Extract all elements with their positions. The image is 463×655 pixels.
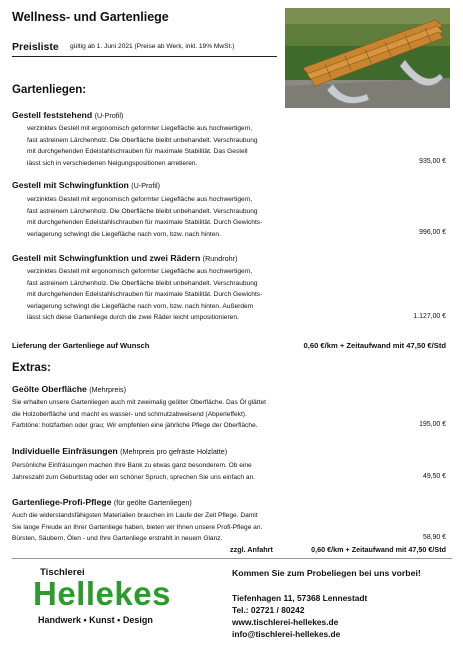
logo-prefix: Tischlerei — [40, 567, 85, 578]
description-line: Sie lange Freude an Ihrer Gartenliege haben, bieten wir Ihnen unsere Profi-Pflege an. — [12, 523, 263, 531]
extra-description — [12, 397, 432, 432]
description-line: verlagerung schwingt die Liegefläche nach vorn, bzw. nach hinten. — [27, 230, 221, 238]
extra-price: 195,00 € — [419, 421, 446, 428]
extra-subtitle: (für geölte Gartenliegen) — [113, 498, 192, 507]
description-line: Jahreszahl zum Geburtstag oder ein schöner Spruch, sprechen Sie uns einfach an. — [12, 473, 256, 481]
description-line: verzinktes Gestell mit ergonomisch geformter Liegefläche aus hochwertigem, — [27, 125, 253, 132]
product-photo — [285, 8, 450, 108]
extra-name: Geölte Oberfläche — [12, 384, 87, 394]
item-name: Gestell feststehend — [12, 110, 93, 120]
item-subtitle: (U-Profil) — [131, 181, 160, 190]
item-description — [27, 266, 262, 324]
item-heading — [12, 253, 237, 263]
page-title: Wellness- und Gartenliege — [12, 10, 169, 24]
description-line: fast astreinem Lärchenholz. Die Oberfläche bleibt unbehandelt. Verschraubung — [27, 136, 258, 144]
extra-heading — [12, 384, 126, 394]
extra-subtitle: (Mehrpreis pro gefräste Holzlatte) — [120, 447, 228, 456]
item-price: 1.127,00 € — [413, 313, 446, 320]
extra-name: Individuelle Einfräsungen — [12, 446, 118, 456]
item-price: 996,00 € — [419, 229, 446, 236]
description-line: Farbtöne: holzfarben oder grau; Wir empfehlen eine jährliche Pflege der Oberfläche. — [12, 422, 258, 429]
description-line: mit durchgehenden Edelstahlschrauben für maximale Stabilität. Durch Gewichts- — [27, 291, 263, 298]
contact-email-link[interactable]: info@tischlerei-hellekes.de — [232, 629, 341, 639]
description-line: mit durchgehenden Edelstahlschrauben für maximale Stabilität. Das Gestell — [27, 148, 248, 155]
extra-subtitle: (Mehrpreis) — [89, 385, 127, 394]
contact-phone: Tel.: 02721 / 80242 — [232, 605, 305, 615]
description-line: fast astreinem Lärchenholz. Die Oberfläche bleibt unbehandelt. Verschraubung — [27, 207, 258, 215]
item-subtitle: (U-Profil) — [94, 111, 124, 120]
extra-price: 49,50 € — [423, 473, 446, 480]
item-name: Gestell mit Schwingfunktion und zwei Rädern — [12, 253, 201, 263]
contact-headline: Kommen Sie zum Probeliegen bei uns vorbei! — [232, 568, 421, 578]
contact-address: Tiefenhagen 11, 57368 Lennestadt — [232, 593, 368, 603]
extra-description — [12, 460, 432, 483]
description-line: fast astreinem Lärchenholz. Die Oberfläche bleibt unbehandelt. Verschraubung — [27, 279, 258, 287]
anfahrt-price: 0,60 €/km + Zeitaufwand mit 47,50 €/Std — [311, 545, 446, 554]
description-line: lässt sich in verschiedenen Neigungspositionen arretieren. — [27, 159, 198, 167]
extra-heading — [12, 446, 227, 456]
extra-description — [12, 510, 432, 545]
section-heading-extras: Extras: — [12, 362, 51, 374]
logo-wordmark: Hellekes — [33, 575, 171, 612]
price-list-validity: gültig ab 1. Juni 2021 (Preise ab Werk, inkl. 19% MwSt.) — [70, 43, 235, 50]
description-line: die Holzoberfläche und macht es wasser- und schmutzabweisend (Abperleffekt). — [12, 410, 247, 418]
description-line: verlagerung schwingt die Liegefläche nach vorn, bzw. nach hinten. Außerdem — [27, 302, 254, 310]
delivery-price: 0,60 €/km + Zeitaufwand mit 47,50 €/Std — [303, 341, 446, 350]
description-line: Auch die widerstandsfähigsten Materialien brauchen im Laufe der Zeit Pflege. Damit — [12, 512, 258, 519]
extra-heading — [12, 497, 192, 507]
description-line: lässt sich diese Gartenliege durch die zwei Räder leicht umpositionieren. — [27, 314, 239, 321]
price-list-heading: Preisliste — [12, 41, 59, 53]
item-price: 935,00 € — [419, 158, 446, 165]
description-line: Sie erhalten unsere Gartenliegen auch mit zweimalig geölter Oberfläche. Das Öl glättet — [12, 399, 266, 406]
delivery-label: Lieferung der Gartenliege auf Wunsch — [12, 341, 150, 350]
item-heading — [12, 110, 123, 120]
extra-name: Gartenliege-Profi-Pflege — [12, 497, 112, 507]
contact-website-link[interactable]: www.tischlerei-hellekes.de — [232, 617, 339, 627]
item-heading — [12, 180, 160, 190]
item-name: Gestell mit Schwingfunktion — [12, 180, 129, 190]
section-heading-gartenliegen: Gartenliegen: — [12, 84, 87, 96]
garden-lounger-image — [285, 8, 450, 108]
description-line: Persönliche Einfräsungen machen Ihre Bank zu etwas ganz besonderem. Ob eine — [12, 462, 252, 469]
logo-tagline: Handwerk • Kunst • Design — [38, 615, 153, 625]
item-subtitle: (Rundrohr) — [202, 254, 238, 263]
anfahrt-label: zzgl. Anfahrt — [230, 545, 273, 554]
description-line: verzinktes Gestell mit ergonomisch geformter Liegefläche aus hochwertigem, — [27, 268, 253, 275]
extra-price: 58,90 € — [423, 534, 446, 541]
item-description — [27, 123, 258, 169]
footer-divider — [12, 558, 452, 559]
description-line: verzinktes Gestell mit ergonomisch geformter Liegefläche aus hochwertigem, — [27, 196, 253, 203]
divider — [12, 56, 277, 57]
description-line: mit durchgehenden Edelstahlschrauben für maximale Stabilität. Durch Gewichts- — [27, 219, 263, 226]
item-description — [27, 194, 262, 240]
description-line: Bürsten, Säubern, Ölen - und Ihre Gartenliege erstrahlt in neuem Glanz. — [12, 535, 223, 542]
